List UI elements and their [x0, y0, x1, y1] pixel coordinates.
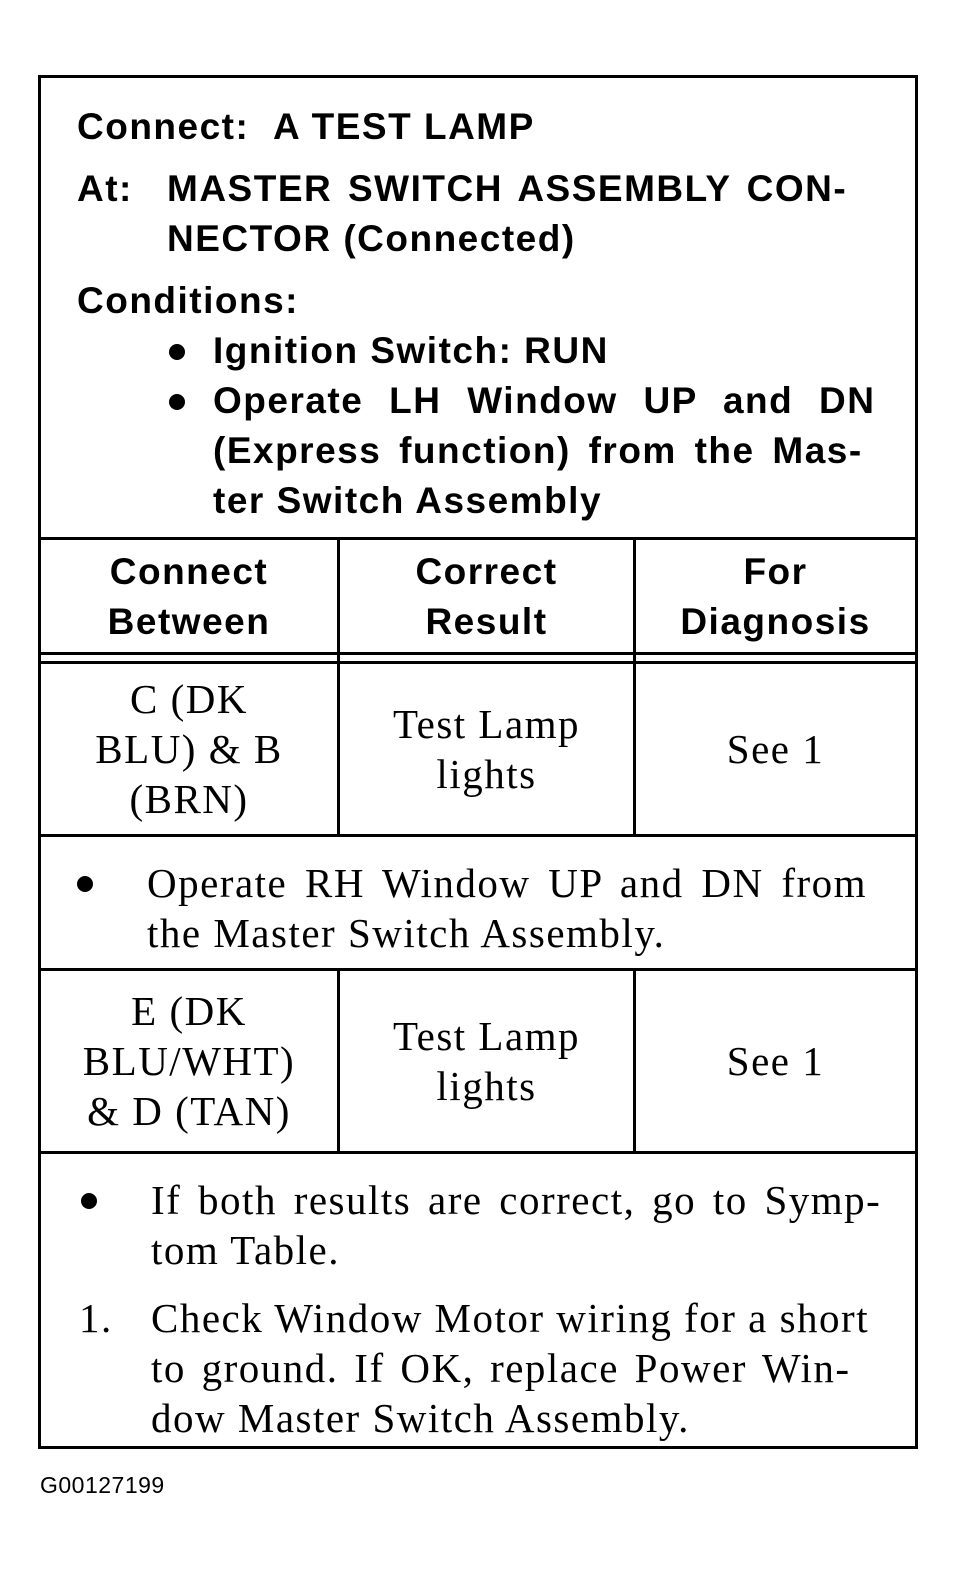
column-header-for-diagnosis: For Diagnosis	[680, 551, 871, 642]
bullet-icon	[169, 394, 185, 410]
connect-label: Connect:	[77, 106, 250, 147]
footer-notes	[41, 1154, 915, 1446]
test-procedure-frame	[38, 75, 918, 1449]
column-divider	[633, 968, 636, 1154]
conditions-label: Conditions:	[77, 280, 300, 321]
column-header-connect-between: Connect Between	[107, 551, 271, 642]
bullet-icon	[77, 876, 93, 892]
table-cell-for-diagnosis: See 1	[726, 726, 825, 772]
middle-note-line-1: Operate RH Window UP and DN from	[147, 860, 868, 906]
connect-value: A TEST LAMP	[273, 106, 535, 147]
at-line-1: MASTER SWITCH ASSEMBLY CON-	[167, 168, 848, 209]
middle-note-line-2: the Master Switch Assembly.	[147, 910, 666, 956]
condition-1: Ignition Switch: RUN	[213, 330, 609, 371]
table-row	[41, 971, 915, 1151]
table-cell-correct-result: Test Lamp lights	[392, 1013, 581, 1109]
column-divider	[337, 537, 340, 837]
footer-bullet-line-2: tom Table.	[151, 1227, 341, 1273]
bullet-icon	[81, 1193, 97, 1209]
table-header-row	[41, 540, 915, 654]
table-cell-correct-result: Test Lamp lights	[392, 701, 581, 797]
table-cell-for-diagnosis: See 1	[726, 1038, 825, 1084]
condition-2-line-1: Operate LH Window UP and DN	[213, 380, 876, 421]
table-row	[41, 664, 915, 834]
condition-2-line-3: ter Switch Assembly	[213, 480, 603, 521]
table-cell-connect-between: E (DK BLU/WHT) & D (TAN)	[82, 988, 296, 1134]
at-line-2: NECTOR (Connected)	[167, 218, 576, 259]
table-cell-connect-between: C (DK BLU) & B (BRN)	[95, 676, 283, 822]
at-label: At:	[77, 168, 133, 209]
procedure-header	[41, 78, 915, 538]
footer-bullet-line-1: If both results are correct, go to Symp-	[151, 1177, 882, 1223]
header-double-rule-top	[41, 652, 915, 655]
step-line-3: dow Master Switch Assembly.	[151, 1395, 690, 1441]
bullet-icon	[169, 344, 185, 360]
step-line-1: Check Window Motor wiring for a short	[151, 1295, 870, 1341]
column-divider	[633, 537, 636, 837]
column-header-correct-result: Correct Result	[415, 551, 558, 642]
condition-2-line-2: (Express function) from the Mas-	[213, 430, 863, 471]
column-divider	[337, 968, 340, 1154]
step-number: 1.	[79, 1295, 113, 1341]
middle-note	[41, 837, 915, 968]
figure-id: G00127199	[40, 1472, 165, 1498]
step-line-2: to ground. If OK, replace Power Win-	[151, 1345, 851, 1391]
